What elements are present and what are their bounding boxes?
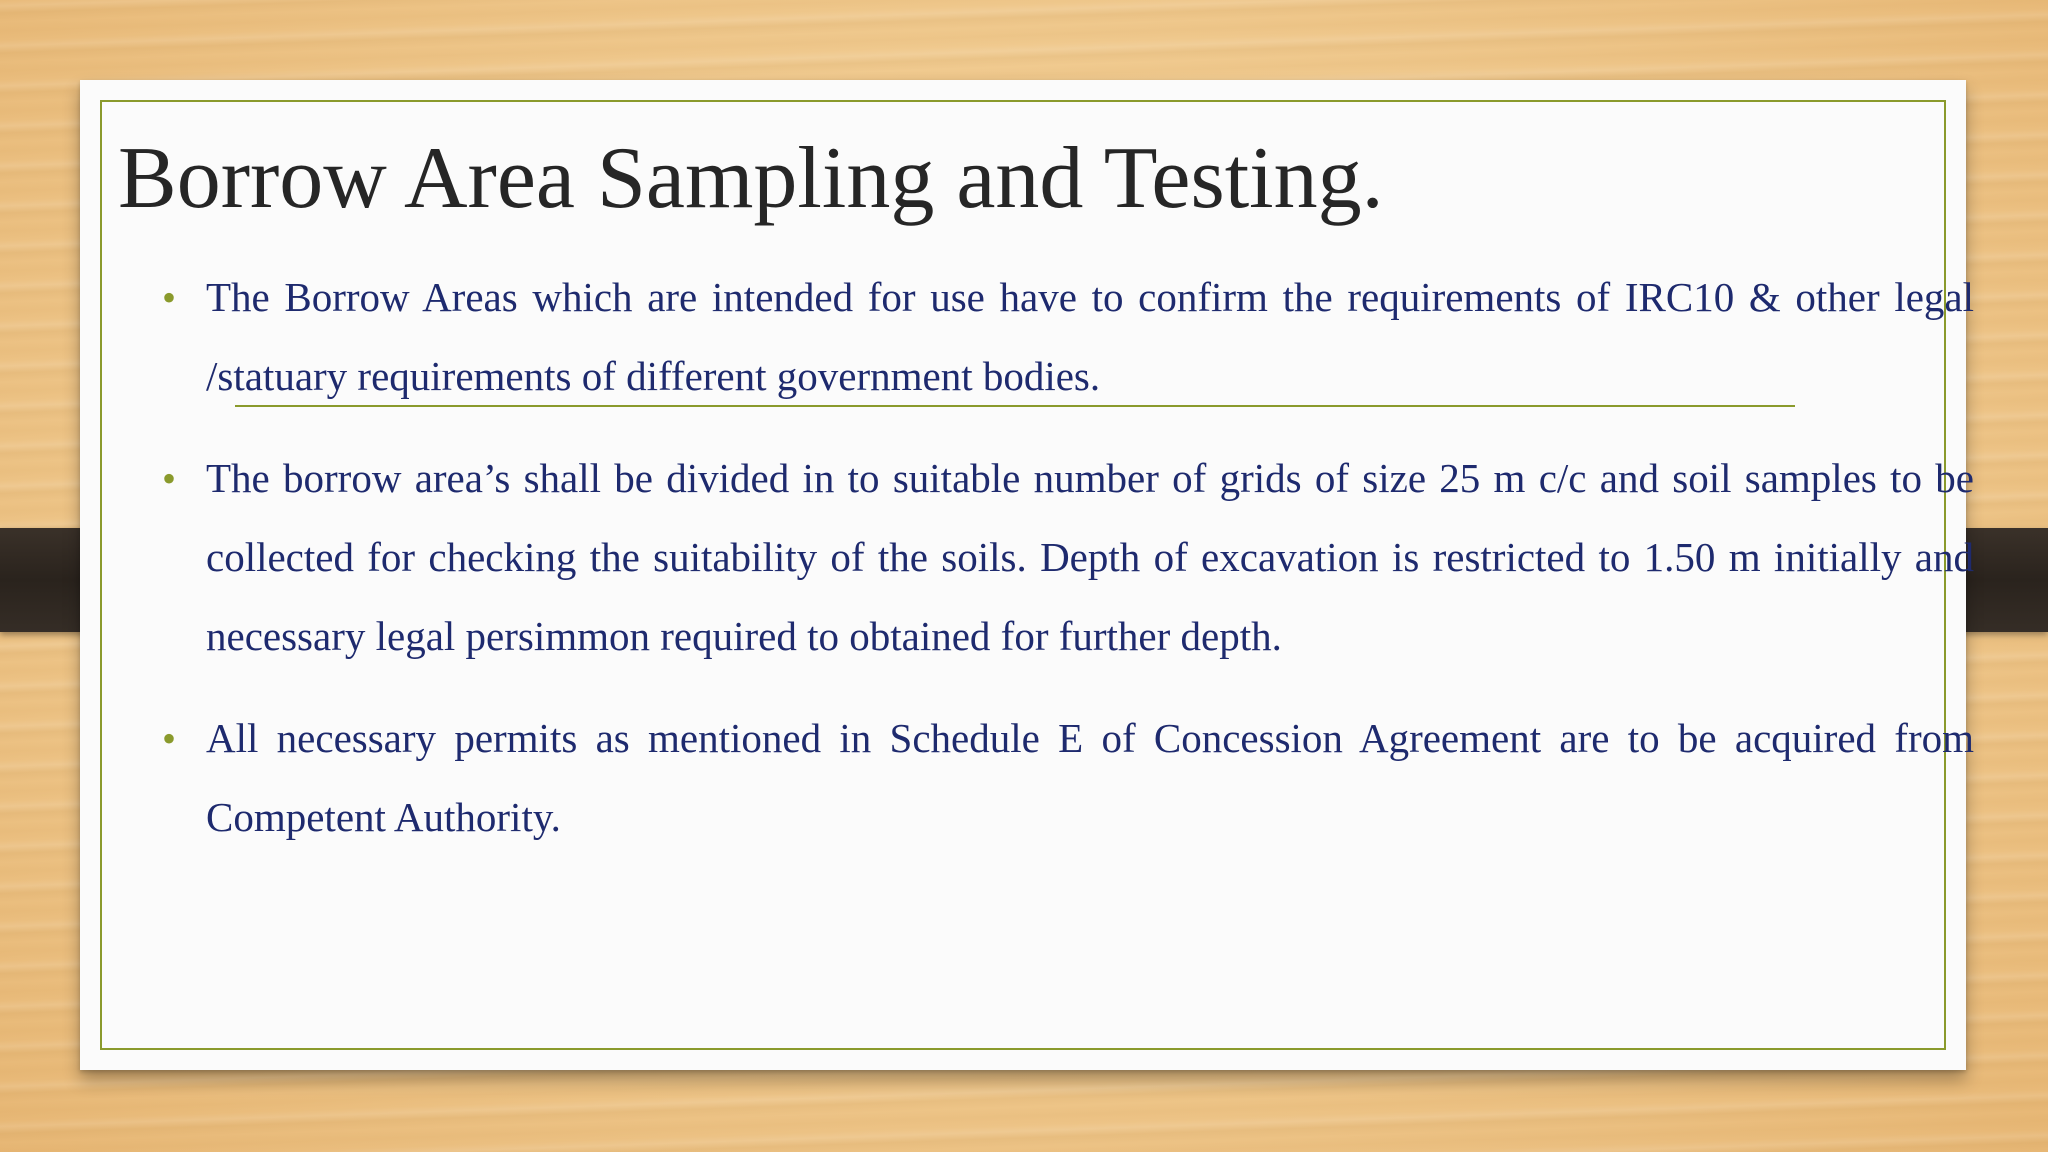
bullet-item-permits bbox=[162, 699, 1974, 857]
bullet-dot-icon: • bbox=[162, 716, 177, 761]
bullet-text: The borrow area’s shall be divided in to suitable number of grids of size 25 m c/c and soil samples to be collected for checking the suitability of the soils. Depth of excavation is restricted to 1.50 m initially and necessary legal persimmon required to obtained for further depth. bbox=[206, 455, 1974, 659]
divider-line bbox=[235, 405, 1795, 407]
bullet-item-borrow-areas bbox=[162, 258, 1974, 416]
bullet-text: The Borrow Areas which are intended for use have to confirm the requirements of IRC10 & other legal /statuary requirements of different government bodies. bbox=[206, 274, 1974, 399]
bullet-text: All necessary permits as mentioned in Schedule E of Concession Agreement are to be acquired from Competent Authority. bbox=[206, 715, 1974, 840]
bullet-list bbox=[162, 258, 1974, 857]
bullet-dot-icon: • bbox=[162, 456, 177, 501]
bullet-dot-icon: • bbox=[162, 275, 177, 320]
slide-title: Borrow Area Sampling and Testing. bbox=[118, 130, 1384, 227]
slide-card bbox=[80, 80, 1974, 1070]
bullet-item-grids bbox=[162, 439, 1974, 676]
